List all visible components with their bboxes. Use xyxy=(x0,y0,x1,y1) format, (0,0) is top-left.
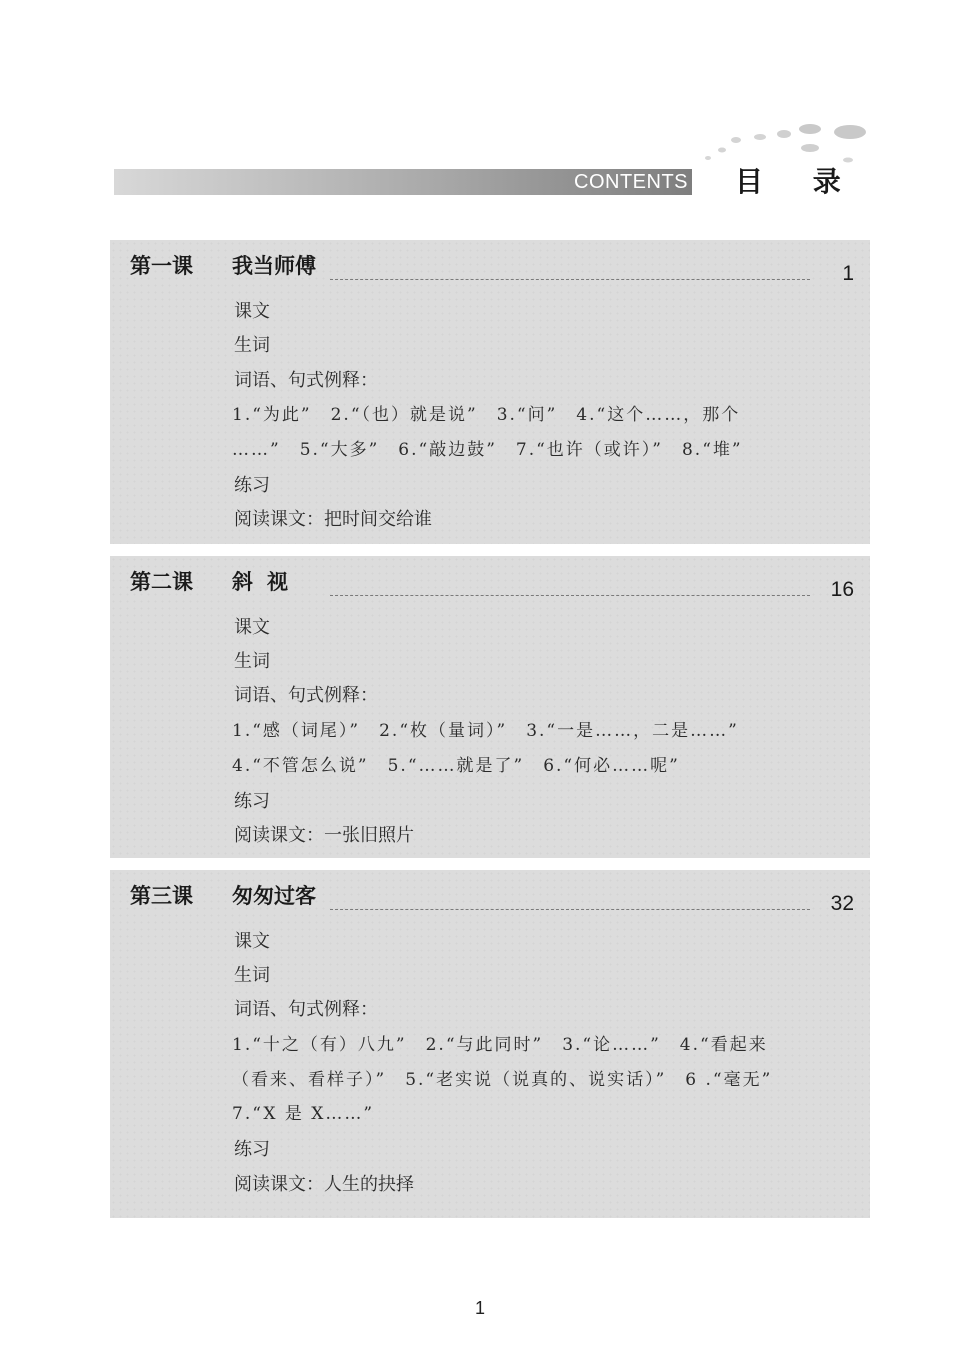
lesson-page-number: 16 xyxy=(830,578,854,601)
example-line: 1.“感（词尾）” 2.“枚（量词）” 3.“一是……，二是……” xyxy=(232,721,739,741)
section-exercises: 练习 xyxy=(234,475,270,496)
lesson-3-entry xyxy=(110,870,870,1218)
dot-leader xyxy=(330,595,810,596)
section-grammar: 词语、句式例释： xyxy=(234,685,378,706)
lesson-title: 斜视 xyxy=(232,570,302,594)
example-line: （看来、看样子）” 5.“老实说（说真的、说实话）” 6 .“毫无” xyxy=(232,1069,773,1090)
lesson-header[interactable] xyxy=(110,562,870,602)
section-text: 课文 xyxy=(234,931,270,952)
lesson-page-number: 1 xyxy=(842,262,854,285)
section-vocabulary: 生词 xyxy=(234,965,270,986)
example-line: ……” 5.“大多” 6.“敲边鼓” 7.“也许（或许）” 8.“堆” xyxy=(232,439,743,460)
lesson-page-number: 32 xyxy=(830,892,854,915)
grammar-examples xyxy=(232,398,862,467)
example-line: 1.“为此” 2.“（也）就是说” 3.“问” 4.“这个……，那个 xyxy=(232,405,741,425)
grammar-examples xyxy=(232,1028,862,1132)
section-reading: 阅读课文：把时间交给谁 xyxy=(234,509,432,530)
decorative-dots xyxy=(700,118,880,168)
lesson-title: 我当师傅 xyxy=(232,254,316,278)
section-grammar: 词语、句式例释： xyxy=(234,370,378,391)
lesson-1-entry xyxy=(110,240,870,544)
section-text: 课文 xyxy=(234,617,270,638)
example-line: 1.“十之（有）八九” 2.“与此同时” 3.“论……” 4.“看起来 xyxy=(232,1035,768,1055)
example-line: 4.“不管怎么说” 5.“……就是了” 6.“何必……呢” xyxy=(232,755,680,776)
example-line: 7.“X 是 X……” xyxy=(232,1104,375,1124)
section-exercises: 练习 xyxy=(234,1139,270,1160)
page-number: 1 xyxy=(474,1298,485,1318)
lesson-header[interactable] xyxy=(110,876,870,916)
lesson-number: 第二课 xyxy=(130,570,193,594)
contents-header-bar xyxy=(114,169,692,195)
contents-label: CONTENTS xyxy=(574,171,688,193)
section-text: 课文 xyxy=(234,301,270,322)
lesson-number: 第一课 xyxy=(130,254,193,278)
section-vocabulary: 生词 xyxy=(234,651,270,672)
section-exercises: 练习 xyxy=(234,791,270,812)
lesson-header[interactable] xyxy=(110,246,870,286)
lesson-2-entry xyxy=(110,556,870,858)
lesson-title: 匆匆过客 xyxy=(232,884,316,908)
dot-leader xyxy=(330,279,810,280)
section-grammar: 词语、句式例释： xyxy=(234,999,378,1020)
dot-leader xyxy=(330,909,810,910)
mulu-title: 目 录 xyxy=(735,165,861,198)
grammar-examples xyxy=(232,714,862,783)
lesson-number: 第三课 xyxy=(130,884,193,908)
section-reading: 阅读课文：一张旧照片 xyxy=(234,825,414,846)
section-reading: 阅读课文：人生的抉择 xyxy=(234,1174,414,1195)
section-vocabulary: 生词 xyxy=(234,335,270,356)
